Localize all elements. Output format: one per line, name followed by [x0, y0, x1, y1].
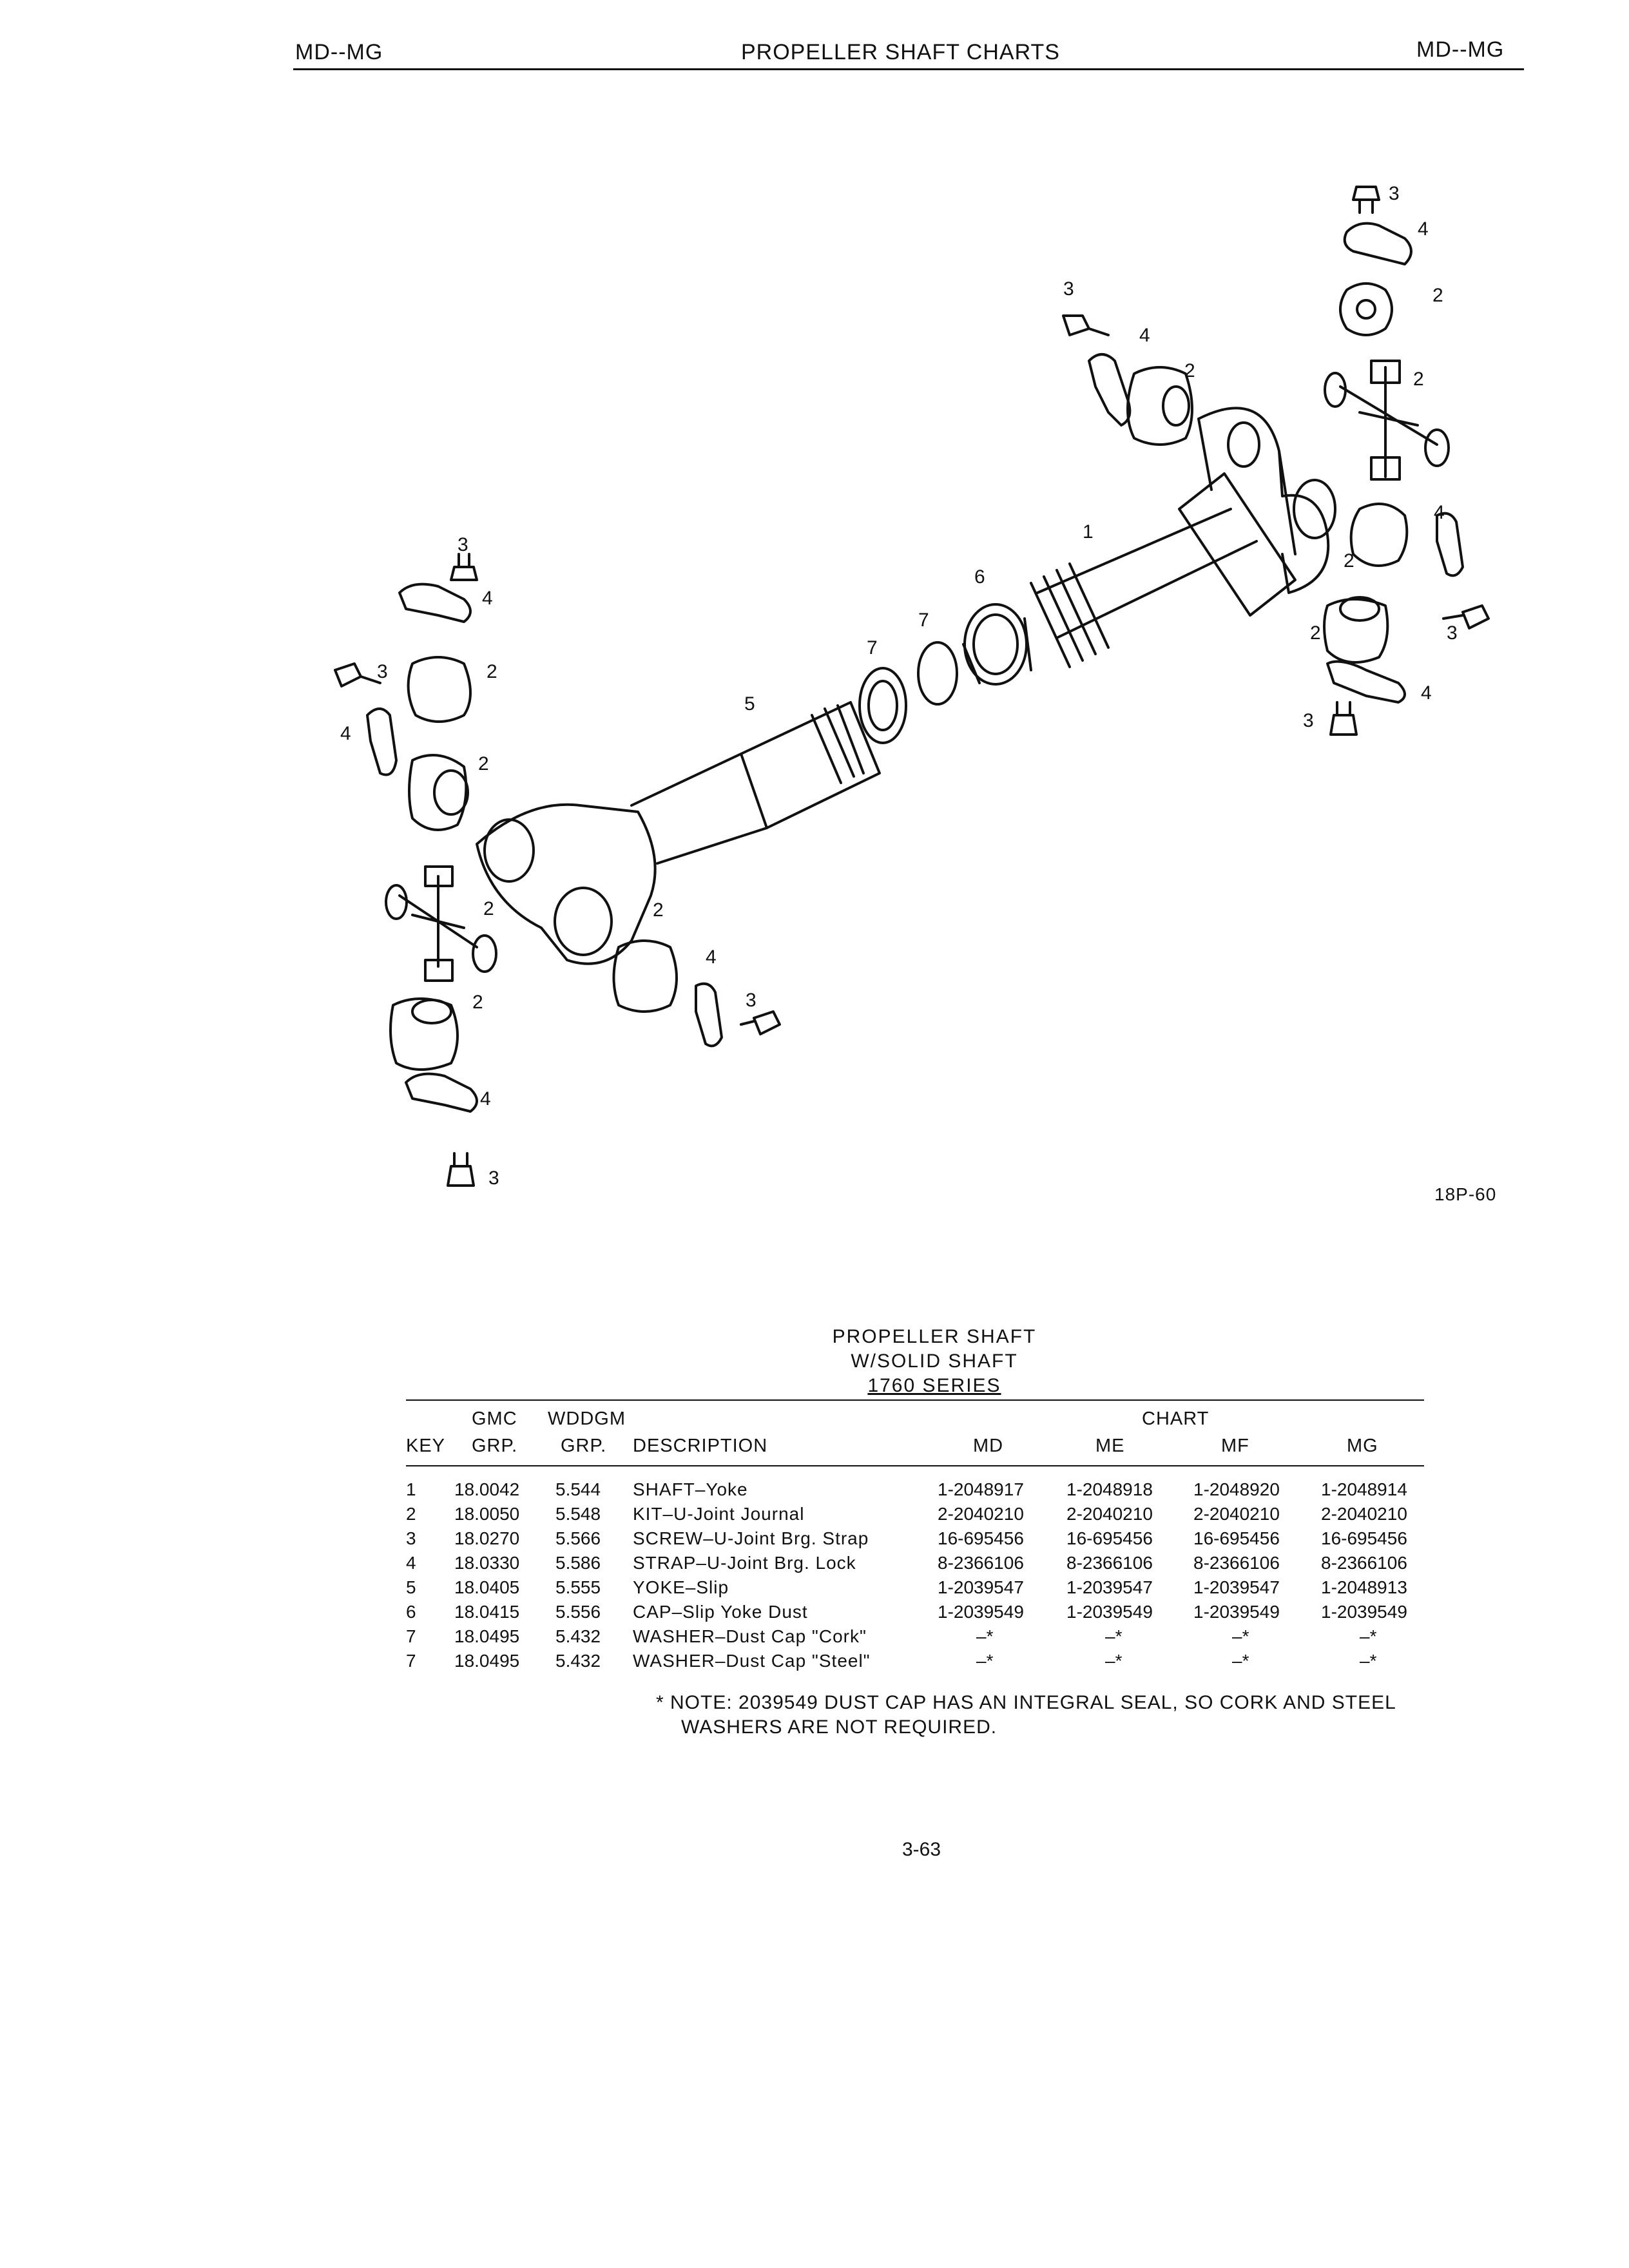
cell-key: 7 [406, 1626, 416, 1646]
callout-6: 6 [974, 566, 985, 588]
cell-description: YOKE–Slip [633, 1577, 729, 1597]
header-wddgm: WDDGM [548, 1408, 626, 1429]
cell-wddgm-grp: 5.556 [555, 1602, 601, 1622]
callout-2: 2 [1344, 550, 1354, 572]
cell-me: 8-2366106 [1066, 1553, 1153, 1573]
strap-right-lower [1327, 662, 1405, 702]
header-gmc: GMC [472, 1408, 517, 1429]
cell-me: 1-2048918 [1066, 1479, 1153, 1499]
slip-yoke-ears [477, 805, 655, 964]
cell-mf: –* [1232, 1626, 1249, 1646]
cell-me: 1-2039549 [1066, 1602, 1153, 1622]
cell-description: SHAFT–Yoke [633, 1479, 748, 1499]
callout-4: 4 [1139, 325, 1150, 346]
strap-left-lower [406, 1074, 477, 1111]
cell-mg: 16-695456 [1321, 1528, 1407, 1548]
header-md: MD [973, 1436, 1004, 1456]
cell-me: 2-2040210 [1066, 1504, 1153, 1524]
cell-gmc-grp: 18.0495 [454, 1626, 520, 1646]
cell-me: –* [1105, 1651, 1123, 1671]
callout-3: 3 [1389, 183, 1400, 204]
cell-md: 2-2040210 [938, 1504, 1024, 1524]
bearing-cap-upper-center [1128, 367, 1192, 445]
cell-me: 1-2039547 [1066, 1577, 1153, 1597]
figure-reference: 18P-60 [1434, 1184, 1497, 1204]
callout-2: 2 [472, 992, 483, 1013]
cell-md: 1-2039547 [938, 1577, 1024, 1597]
callout-3: 3 [377, 661, 388, 682]
cell-key: 1 [406, 1479, 416, 1499]
strap-left-mid [367, 709, 396, 775]
callout-3: 3 [1303, 710, 1314, 731]
yoke-shaft [1179, 474, 1295, 615]
bearing-cap-left-lower [390, 999, 458, 1070]
cell-gmc-grp: 18.0330 [454, 1553, 520, 1573]
callout-7: 7 [918, 610, 929, 631]
cell-md: 16-695456 [938, 1528, 1024, 1548]
table-title-line-1: PROPELLER SHAFT [832, 1326, 1037, 1347]
bearing-cap-left-upper [409, 657, 470, 722]
callout-1: 1 [1083, 521, 1094, 543]
callout-5: 5 [744, 693, 755, 715]
shaft-yoke-bore [1294, 480, 1335, 538]
washer-cork [860, 668, 906, 743]
cell-mf: 1-2039549 [1193, 1602, 1280, 1622]
strap-top-right [1345, 224, 1411, 264]
bearing-cap-top-right [1340, 284, 1392, 335]
washer-steel [918, 642, 957, 704]
header-wddgm-grp: GRP. [561, 1436, 607, 1456]
cell-md: 1-2039549 [938, 1602, 1024, 1622]
cell-me: 16-695456 [1066, 1528, 1153, 1548]
cell-mf: 2-2040210 [1193, 1504, 1280, 1524]
cell-description: KIT–U-Joint Journal [633, 1504, 805, 1524]
cell-mf: –* [1232, 1651, 1249, 1671]
table-top-rule [406, 1399, 1424, 1401]
cell-description: WASHER–Dust Cap "Cork" [633, 1626, 867, 1646]
header-mf: MF [1221, 1436, 1249, 1456]
cell-key: 6 [406, 1602, 416, 1622]
header-right-model-range: MD--MG [1416, 37, 1505, 62]
callout-2: 2 [1432, 285, 1443, 306]
header-me: ME [1095, 1436, 1125, 1456]
table-row [0, 1626, 1629, 1651]
screw-left-upper [451, 554, 477, 580]
cell-mf: 1-2048920 [1193, 1479, 1280, 1499]
cell-mf: 16-695456 [1193, 1528, 1280, 1548]
cell-description: STRAP–U-Joint Brg. Lock [633, 1553, 856, 1573]
table-note-line-1: * NOTE: 2039549 DUST CAP HAS AN INTEGRAL SEAL, SO CORK AND STEEL [656, 1692, 1396, 1713]
cell-mg: –* [1360, 1626, 1377, 1646]
callout-2: 2 [653, 899, 664, 921]
header-key: KEY [406, 1436, 446, 1456]
callout-4: 4 [1418, 218, 1429, 240]
callout-2: 2 [1184, 360, 1195, 381]
callout-2: 2 [1413, 369, 1424, 390]
cell-key: 7 [406, 1651, 416, 1671]
callout-4: 4 [480, 1088, 491, 1110]
callout-2: 2 [1310, 622, 1321, 644]
cell-md: 8-2366106 [938, 1553, 1024, 1573]
cell-mg: 1-2039549 [1321, 1602, 1407, 1622]
table-row [0, 1553, 1629, 1577]
cell-md: –* [976, 1651, 994, 1671]
cell-key: 4 [406, 1553, 416, 1573]
table-row [0, 1577, 1629, 1602]
cell-gmc-grp: 18.0405 [454, 1577, 520, 1597]
cell-wddgm-grp: 5.548 [555, 1504, 601, 1524]
callout-4: 4 [1434, 502, 1445, 523]
callout-4: 4 [1421, 682, 1432, 704]
screw-top-right [1353, 187, 1379, 213]
page-title: PROPELLER SHAFT CHARTS [741, 40, 1060, 64]
callout-2: 2 [483, 898, 494, 919]
strap-upper-center [1089, 354, 1130, 425]
screw-left-bottom [448, 1153, 474, 1186]
slip-yoke-bore [485, 820, 534, 881]
dust-cap-inner [974, 615, 1017, 674]
callout-4: 4 [340, 723, 351, 744]
page-number: 3-63 [902, 1839, 941, 1860]
header-chart: CHART [1142, 1408, 1210, 1429]
cell-gmc-grp: 18.0415 [454, 1602, 520, 1622]
cell-wddgm-grp: 5.586 [555, 1553, 601, 1573]
cell-mf: 8-2366106 [1193, 1553, 1280, 1573]
strap-bottom-center [696, 984, 722, 1046]
table-row [0, 1479, 1629, 1504]
callout-4: 4 [482, 588, 493, 609]
cell-mg: –* [1360, 1651, 1377, 1671]
cell-mg: 1-2048914 [1321, 1479, 1407, 1499]
table-header-rule [406, 1465, 1424, 1466]
cell-wddgm-grp: 5.566 [555, 1528, 601, 1548]
cell-gmc-grp: 18.0270 [454, 1528, 520, 1548]
table-row [0, 1602, 1629, 1626]
bearing-cap-left-mid [409, 755, 466, 830]
table-note-line-2: WASHERS ARE NOT REQUIRED. [681, 1716, 998, 1738]
cell-description: SCREW–U-Joint Brg. Strap [633, 1528, 869, 1548]
screw-right-bottom [1331, 702, 1356, 735]
cell-gmc-grp: 18.0042 [454, 1479, 520, 1499]
screw-upper-center [1063, 316, 1108, 335]
strap-left-upper [400, 584, 470, 622]
table-title-line-3: 1760 SERIES [867, 1375, 1001, 1396]
cell-gmc-grp: 18.0050 [454, 1504, 520, 1524]
slip-yoke-sleeve [741, 702, 880, 828]
cell-gmc-grp: 18.0495 [454, 1651, 520, 1671]
cell-me: –* [1105, 1626, 1123, 1646]
screw-left-mid [335, 664, 380, 686]
cell-key: 2 [406, 1504, 416, 1524]
screw-bottom-center [741, 1012, 780, 1034]
cell-mg: 2-2040210 [1321, 1504, 1407, 1524]
callout-3: 3 [1063, 278, 1074, 300]
header-description: DESCRIPTION [633, 1436, 768, 1456]
cell-key: 3 [406, 1528, 416, 1548]
header-left-model-range: MD--MG [295, 40, 383, 64]
cell-mg: 1-2048913 [1321, 1577, 1407, 1597]
cell-mg: 8-2366106 [1321, 1553, 1407, 1573]
cell-description: CAP–Slip Yoke Dust [633, 1602, 808, 1622]
callout-2: 2 [487, 661, 497, 682]
cell-wddgm-grp: 5.555 [555, 1577, 601, 1597]
callout-3: 3 [746, 990, 757, 1011]
slip-yoke-bore-lower [555, 888, 612, 955]
callout-3: 3 [488, 1168, 499, 1189]
cell-key: 5 [406, 1577, 416, 1597]
cell-wddgm-grp: 5.544 [555, 1479, 601, 1499]
callout-3: 3 [1447, 622, 1458, 644]
callout-3: 3 [458, 534, 468, 555]
table-row [0, 1504, 1629, 1528]
cell-wddgm-grp: 5.432 [555, 1651, 601, 1671]
cell-md: –* [976, 1626, 994, 1646]
table-row [0, 1528, 1629, 1553]
shaft-yoke-bore-upper [1228, 423, 1259, 466]
header-mg: MG [1347, 1436, 1378, 1456]
table-row [0, 1651, 1629, 1675]
callout-2: 2 [478, 753, 489, 774]
cell-description: WASHER–Dust Cap "Steel" [633, 1651, 871, 1671]
header-gmc-grp: GRP. [472, 1436, 518, 1456]
cell-md: 1-2048917 [938, 1479, 1024, 1499]
callout-4: 4 [706, 947, 717, 968]
cell-mf: 1-2039547 [1193, 1577, 1280, 1597]
table-title-line-2: W/SOLID SHAFT [851, 1350, 1018, 1372]
cell-wddgm-grp: 5.432 [555, 1626, 601, 1646]
callout-7: 7 [867, 637, 878, 658]
bearing-cap-right-mid [1351, 504, 1407, 566]
left-ujoint-journal [400, 876, 477, 966]
